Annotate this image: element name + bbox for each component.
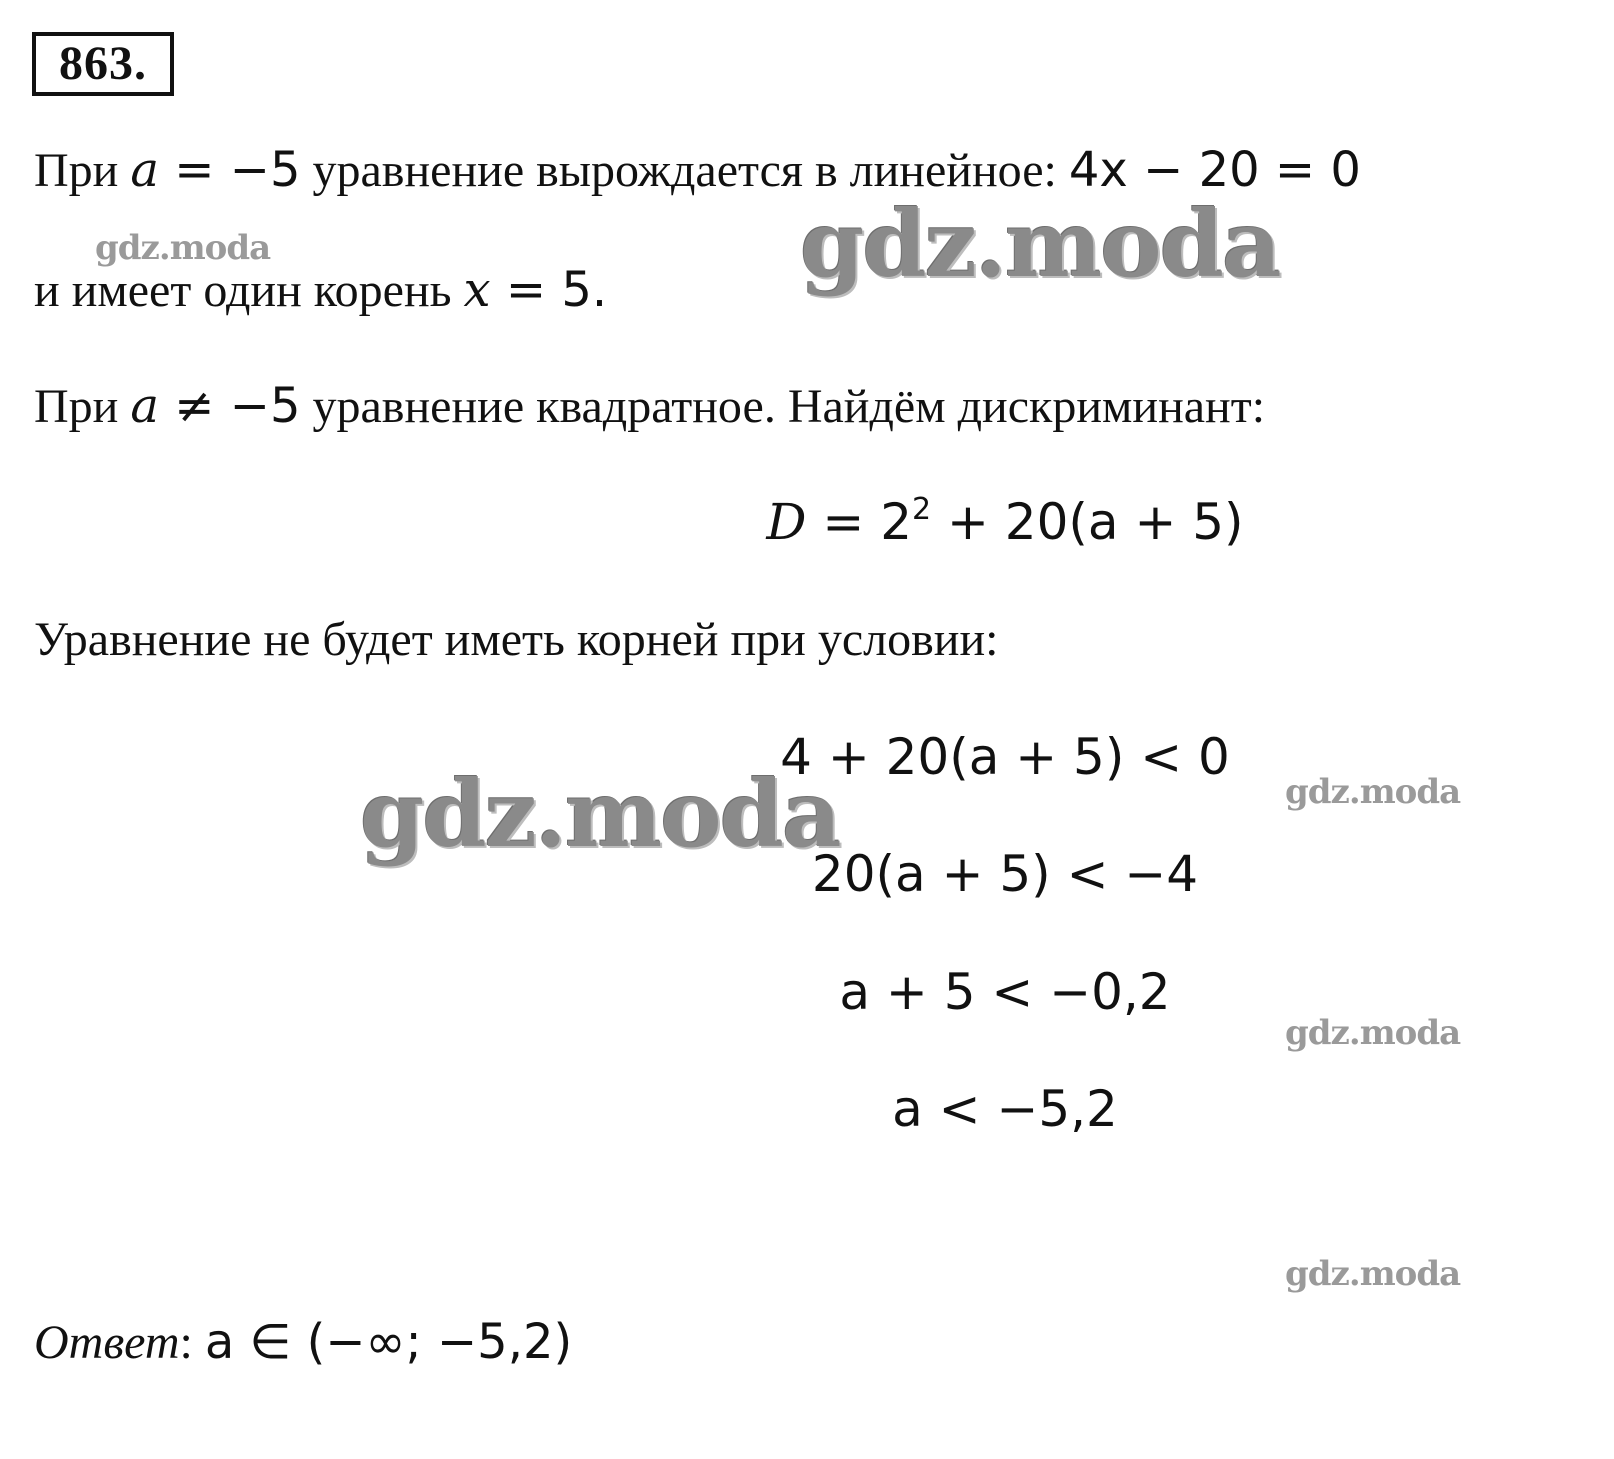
formula-inequality-3: a + 5 < −0,2 <box>839 963 1171 1021</box>
formula1-lhs: D <box>766 493 807 551</box>
watermark: gdz.moda <box>800 190 1280 298</box>
watermark: gdz.moda <box>1285 772 1461 812</box>
watermark: gdz.moda <box>95 228 271 268</box>
line3-text-a: При <box>34 380 131 433</box>
line4-text: Уравнение не будет иметь корней при условии: <box>34 613 999 666</box>
line3-var: a <box>130 378 159 434</box>
formula1-mid: = 2 <box>806 493 913 551</box>
formula-inequality-1: 4 + 20(a + 5) < 0 <box>780 728 1230 786</box>
answer-value: a ∈ (−∞; −5,2) <box>204 1314 573 1370</box>
line3-math: ≠ −5 <box>158 378 301 434</box>
formula-inequality-4: a < −5,2 <box>892 1080 1118 1138</box>
formula1-rest: + 20(a + 5) <box>931 493 1244 551</box>
line1-math: = −5 <box>158 142 301 198</box>
line1-var: a <box>130 142 159 198</box>
formula-inequality-2: 20(a + 5) < −4 <box>811 845 1199 903</box>
line1-text-a: При <box>34 144 131 197</box>
text-line-2 <box>34 262 607 318</box>
answer-label: Ответ <box>34 1316 180 1369</box>
line2-math: = 5. <box>490 262 608 318</box>
line3-text-b: уравнение квадратное. Найдём дискриминант: <box>300 380 1266 433</box>
formula-discriminant <box>0 493 1614 551</box>
formula1-exponent: 2 <box>912 492 932 527</box>
answer-colon: : <box>179 1316 205 1369</box>
text-line-4 <box>34 612 998 667</box>
watermark: gdz.moda <box>1285 1013 1461 1053</box>
line2-var: x <box>463 262 491 318</box>
problem-number: 863. <box>32 32 174 96</box>
answer-line <box>34 1314 572 1370</box>
watermark: gdz.moda <box>1285 1254 1461 1294</box>
line1-text-b: уравнение вырождается в линейное: <box>300 144 1069 197</box>
watermark: gdz.moda <box>360 760 840 868</box>
text-line-3 <box>34 378 1265 434</box>
line1-equation: 4x − 20 = 0 <box>1068 142 1361 198</box>
line2-text: и имеет один корень <box>34 264 464 317</box>
